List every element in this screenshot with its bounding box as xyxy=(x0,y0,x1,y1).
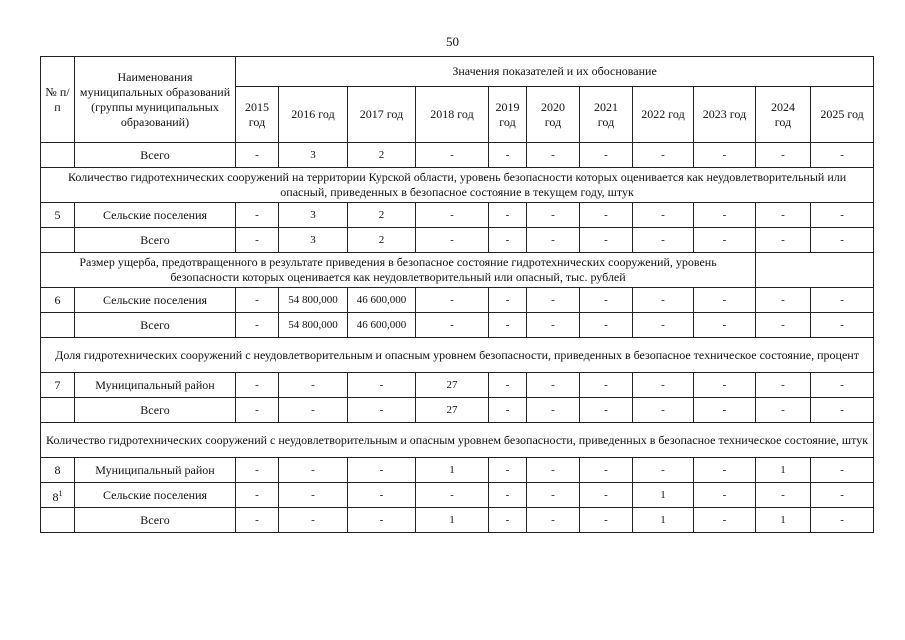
value-cell: - xyxy=(527,483,580,508)
value-cell: - xyxy=(489,483,527,508)
value-cell: - xyxy=(580,398,633,423)
value-cell: 3 xyxy=(279,228,348,253)
value-cell: - xyxy=(489,398,527,423)
header-name: Наименования муниципальных образований (группы муниципальных образований) xyxy=(75,57,236,143)
value-cell: - xyxy=(633,458,694,483)
header-year: 2024 год xyxy=(756,87,811,143)
value-cell: - xyxy=(527,398,580,423)
value-cell: - xyxy=(416,483,489,508)
value-cell: - xyxy=(811,508,874,533)
row-number xyxy=(41,458,75,483)
row-number xyxy=(41,508,75,533)
indicators-table xyxy=(40,56,874,533)
value-cell: 46 600,000 xyxy=(348,313,416,338)
table-row xyxy=(41,288,874,313)
value-cell: - xyxy=(416,313,489,338)
value-cell: - xyxy=(580,373,633,398)
value-cell: - xyxy=(811,143,874,168)
value-cell: - xyxy=(527,373,580,398)
value-cell: - xyxy=(633,398,694,423)
value-cell: - xyxy=(527,458,580,483)
value-cell: - xyxy=(580,228,633,253)
row-number-text: 7 xyxy=(54,377,61,392)
table-row xyxy=(41,398,874,423)
value-cell: - xyxy=(756,373,811,398)
value-cell: 54 800,000 xyxy=(279,313,348,338)
value-cell: - xyxy=(580,483,633,508)
value-cell: - xyxy=(756,228,811,253)
header-values: Значения показателей и их обоснование xyxy=(236,57,874,87)
row-number xyxy=(41,398,75,423)
value-cell: - xyxy=(694,398,756,423)
row-name: Муниципальный район xyxy=(75,373,236,398)
value-cell: - xyxy=(279,458,348,483)
value-cell: - xyxy=(811,398,874,423)
value-cell: - xyxy=(580,508,633,533)
row-number-superscript: 1 xyxy=(58,488,63,498)
section-title: Количество гидротехнических сооружений на территории Курской области, уровень безопасности которых оценивается как неудовлетворительный или опасный, приведенных в безопасное состояние в текущем году, штук xyxy=(41,168,874,203)
value-cell: 3 xyxy=(279,143,348,168)
value-cell: - xyxy=(580,458,633,483)
value-cell: 27 xyxy=(416,373,489,398)
value-cell: - xyxy=(694,313,756,338)
value-cell: - xyxy=(694,373,756,398)
header-year: 2017 год xyxy=(348,87,416,143)
row-number-text: 5 xyxy=(54,207,61,222)
header-year: 2020 год xyxy=(527,87,580,143)
value-cell: - xyxy=(236,143,279,168)
value-cell: - xyxy=(489,288,527,313)
row-number xyxy=(41,483,75,508)
header-year: 2019 год xyxy=(489,87,527,143)
row-number xyxy=(41,373,75,398)
value-cell: - xyxy=(694,483,756,508)
section-row xyxy=(41,423,874,458)
value-cell: 46 600,000 xyxy=(348,288,416,313)
row-number xyxy=(41,288,75,313)
header-year: 2016 год xyxy=(279,87,348,143)
value-cell: - xyxy=(416,288,489,313)
section-title: Размер ущерба, предотвращенного в результате приведения в безопасное состояние гидротехнических сооружений, уровень безопасности которых оценивается как неудовлетворительный или опасный, тыс. рублей xyxy=(41,253,756,288)
value-cell: - xyxy=(633,288,694,313)
value-cell: - xyxy=(694,508,756,533)
value-cell: - xyxy=(694,458,756,483)
value-cell: - xyxy=(580,313,633,338)
value-cell: - xyxy=(694,143,756,168)
value-cell: - xyxy=(489,373,527,398)
empty-cell xyxy=(756,253,874,288)
value-cell: - xyxy=(236,398,279,423)
value-cell: 1 xyxy=(416,458,489,483)
value-cell: 1 xyxy=(633,508,694,533)
row-number xyxy=(41,203,75,228)
table-row xyxy=(41,313,874,338)
table-row xyxy=(41,373,874,398)
section-row xyxy=(41,253,874,288)
value-cell: - xyxy=(633,203,694,228)
value-cell: - xyxy=(348,398,416,423)
header-num: № п/п xyxy=(41,57,75,143)
row-name: Всего xyxy=(75,508,236,533)
value-cell: 3 xyxy=(279,203,348,228)
value-cell: 1 xyxy=(416,508,489,533)
value-cell: - xyxy=(489,313,527,338)
value-cell: - xyxy=(348,458,416,483)
value-cell: - xyxy=(527,228,580,253)
header-year: 2023 год xyxy=(694,87,756,143)
header-year: 2025 год xyxy=(811,87,874,143)
value-cell: - xyxy=(811,203,874,228)
page-number: 50 xyxy=(446,34,459,49)
value-cell: - xyxy=(236,458,279,483)
row-number xyxy=(41,228,75,253)
value-cell: 1 xyxy=(756,508,811,533)
value-cell: - xyxy=(236,313,279,338)
value-cell: - xyxy=(489,508,527,533)
value-cell: - xyxy=(236,203,279,228)
value-cell: - xyxy=(694,288,756,313)
value-cell: - xyxy=(811,373,874,398)
header-year: 2018 год xyxy=(416,87,489,143)
value-cell: - xyxy=(633,373,694,398)
value-cell: - xyxy=(811,483,874,508)
value-cell: - xyxy=(580,288,633,313)
value-cell: - xyxy=(279,508,348,533)
value-cell: 1 xyxy=(633,483,694,508)
value-cell: - xyxy=(694,203,756,228)
table-row xyxy=(41,143,874,168)
value-cell: - xyxy=(633,228,694,253)
value-cell: - xyxy=(527,313,580,338)
row-name: Всего xyxy=(75,398,236,423)
section-row xyxy=(41,338,874,373)
value-cell: - xyxy=(633,313,694,338)
row-name: Всего xyxy=(75,228,236,253)
value-cell: - xyxy=(236,483,279,508)
section-row xyxy=(41,168,874,203)
value-cell: - xyxy=(580,203,633,228)
value-cell: - xyxy=(348,483,416,508)
value-cell: - xyxy=(527,508,580,533)
value-cell: - xyxy=(236,508,279,533)
section-title: Количество гидротехнических сооружений с неудовлетворительным и опасным уровнем безопасности, приведенных в безопасное техническое состояние, штук xyxy=(41,423,874,458)
value-cell: - xyxy=(694,228,756,253)
value-cell: - xyxy=(416,203,489,228)
value-cell: - xyxy=(811,313,874,338)
value-cell: - xyxy=(279,373,348,398)
header-year: 2021 год xyxy=(580,87,633,143)
header-year: 2015 год xyxy=(236,87,279,143)
value-cell: - xyxy=(756,143,811,168)
value-cell: - xyxy=(489,228,527,253)
row-number-text: 6 xyxy=(54,292,61,307)
value-cell: 27 xyxy=(416,398,489,423)
value-cell: - xyxy=(756,288,811,313)
value-cell: - xyxy=(527,203,580,228)
value-cell: - xyxy=(236,373,279,398)
value-cell: - xyxy=(348,373,416,398)
value-cell: - xyxy=(279,398,348,423)
row-number-text: 8 xyxy=(54,462,61,477)
value-cell: 54 800,000 xyxy=(279,288,348,313)
value-cell: - xyxy=(416,228,489,253)
value-cell: - xyxy=(580,143,633,168)
table-row xyxy=(41,458,874,483)
value-cell: - xyxy=(756,483,811,508)
table-row xyxy=(41,203,874,228)
value-cell: - xyxy=(633,143,694,168)
row-name: Сельские поселения xyxy=(75,483,236,508)
value-cell: 2 xyxy=(348,203,416,228)
value-cell: - xyxy=(416,143,489,168)
value-cell: - xyxy=(811,228,874,253)
value-cell: - xyxy=(236,288,279,313)
value-cell: - xyxy=(756,398,811,423)
row-name: Сельские поселения xyxy=(75,288,236,313)
value-cell: - xyxy=(348,508,416,533)
value-cell: - xyxy=(756,203,811,228)
value-cell: - xyxy=(489,458,527,483)
value-cell: - xyxy=(236,228,279,253)
section-title: Доля гидротехнических сооружений с неудовлетворительным и опасным уровнем безопасности, приведенных в безопасное техническое состояние, процент xyxy=(41,338,874,373)
table-row xyxy=(41,228,874,253)
value-cell: - xyxy=(811,288,874,313)
value-cell: - xyxy=(279,483,348,508)
row-name: Муниципальный район xyxy=(75,458,236,483)
value-cell: 2 xyxy=(348,228,416,253)
value-cell: - xyxy=(489,203,527,228)
value-cell: 2 xyxy=(348,143,416,168)
header-year: 2022 год xyxy=(633,87,694,143)
table-row xyxy=(41,483,874,508)
value-cell: - xyxy=(489,143,527,168)
value-cell: - xyxy=(527,143,580,168)
row-name: Всего xyxy=(75,313,236,338)
value-cell: - xyxy=(756,313,811,338)
value-cell: 1 xyxy=(756,458,811,483)
row-number-text: 8 xyxy=(52,489,59,504)
row-name: Всего xyxy=(75,143,236,168)
value-cell: - xyxy=(811,458,874,483)
row-number xyxy=(41,313,75,338)
value-cell: - xyxy=(527,288,580,313)
row-name: Сельские поселения xyxy=(75,203,236,228)
table-row xyxy=(41,508,874,533)
row-number xyxy=(41,143,75,168)
